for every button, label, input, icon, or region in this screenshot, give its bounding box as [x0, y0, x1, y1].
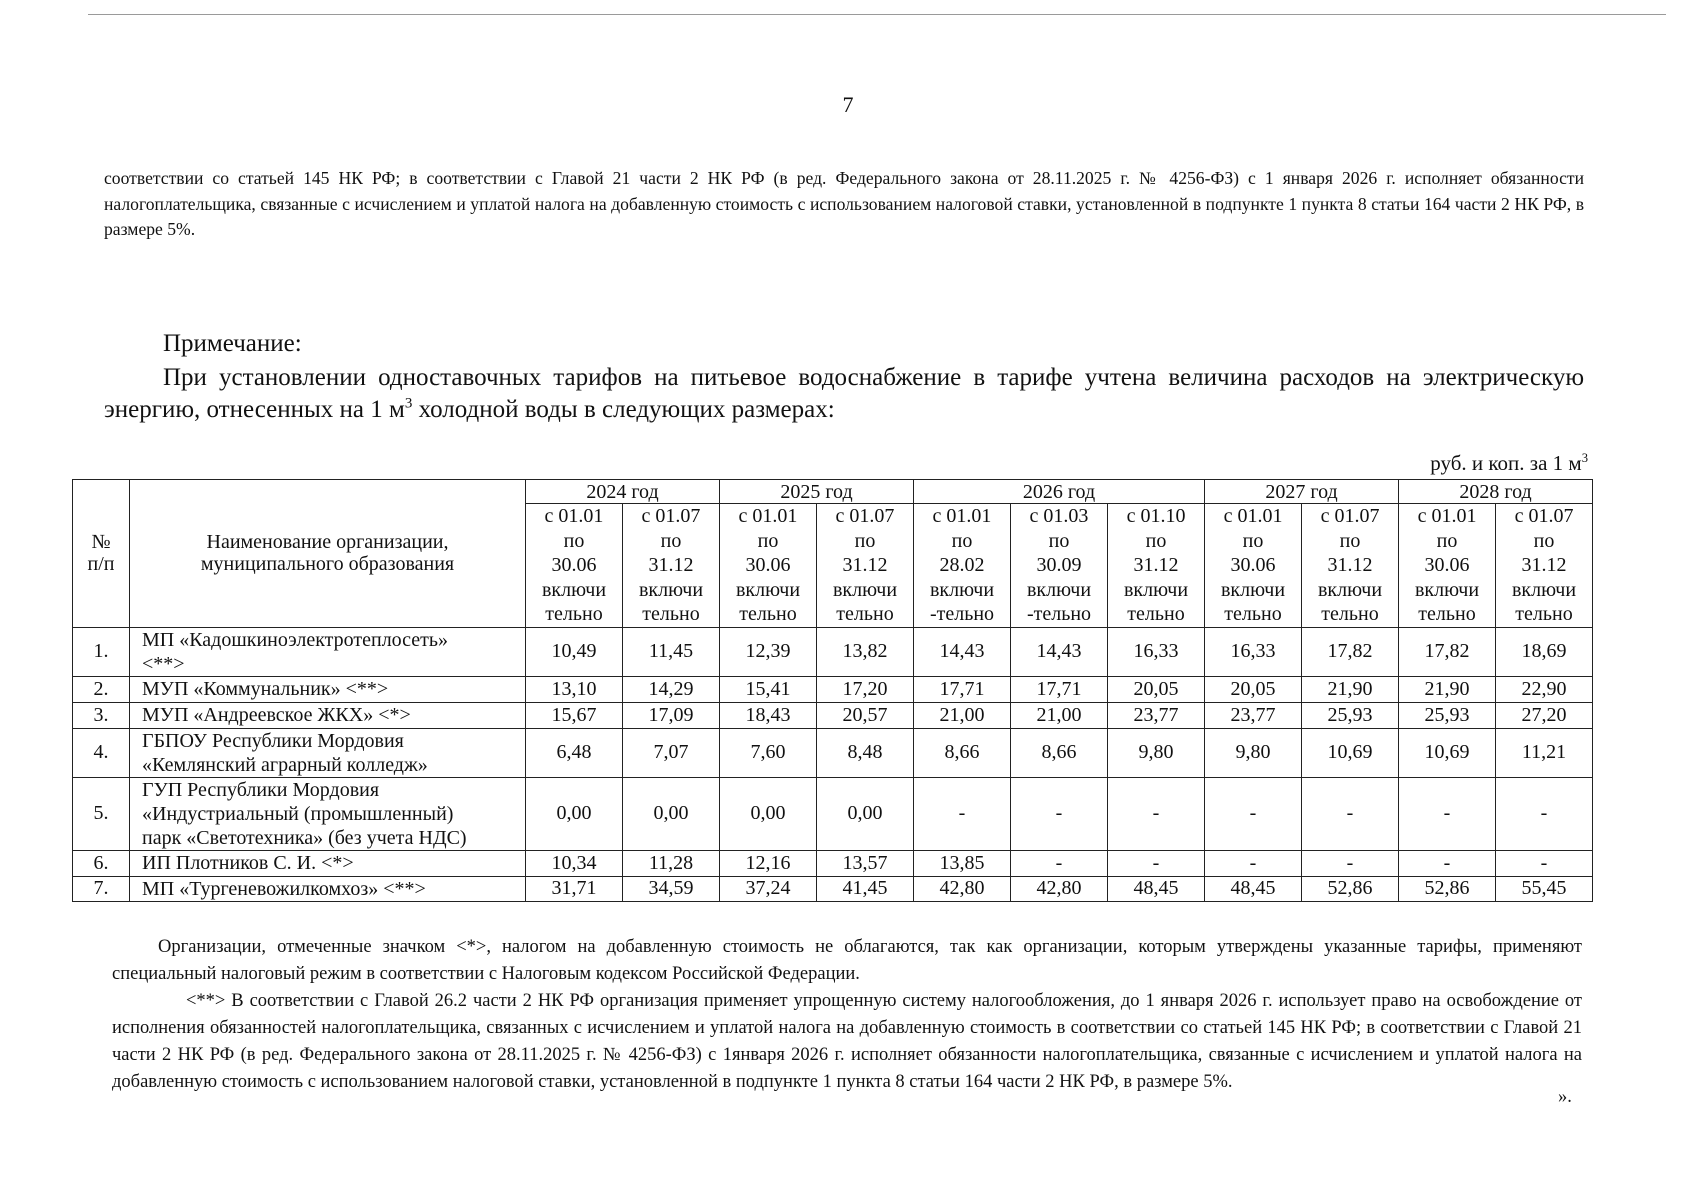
top-rule — [88, 14, 1666, 15]
table-row — [73, 627, 1593, 676]
tariff-value: 9,80 — [1108, 728, 1205, 777]
tariff-value: 10,69 — [1302, 728, 1399, 777]
tariff-value: - — [1108, 777, 1205, 850]
tariff-value: 23,77 — [1108, 702, 1205, 728]
tariff-value: - — [914, 777, 1011, 850]
period-header-line: по — [1339, 529, 1361, 552]
period-header-line: с 01.01 — [738, 505, 798, 527]
organization-name-line: ГБПОУ Республики Мордовия — [142, 729, 404, 752]
table-row — [73, 702, 1593, 728]
note-text-part2: холодной воды в следующих размерах: — [412, 396, 835, 423]
period-header — [1205, 504, 1302, 628]
tariff-value: 0,00 — [720, 777, 817, 850]
period-header-line: по — [951, 529, 973, 552]
period-header-line: с 01.01 — [1223, 505, 1283, 527]
note-text-sup: 3 — [404, 395, 413, 412]
period-header-line: 31.12 — [1327, 554, 1373, 577]
row-number: 5. — [73, 777, 130, 850]
period-header-line: включи — [1511, 578, 1577, 601]
period-header-line: по — [1533, 529, 1555, 552]
tariff-value: 16,33 — [1205, 627, 1302, 676]
period-header-line: -тельно — [929, 603, 995, 626]
organization-name-line: <**> — [142, 652, 185, 675]
period-header-line: тельно — [1224, 603, 1282, 626]
organization-name — [130, 627, 526, 676]
units-text: руб. и коп. за 1 м — [1430, 451, 1582, 475]
tariff-value: 0,00 — [526, 777, 623, 850]
period-header-line: 28.02 — [939, 554, 985, 577]
period-header-line: 30.06 — [1230, 554, 1276, 577]
period-header — [720, 504, 817, 628]
period-header-line: по — [660, 529, 682, 552]
tariff-value: 41,45 — [817, 876, 914, 901]
tariff-value: - — [1496, 850, 1593, 876]
tariff-value: 13,10 — [526, 676, 623, 702]
period-header-line: включи — [638, 578, 704, 601]
table-row — [73, 728, 1593, 777]
period-header-line: по — [1436, 529, 1458, 552]
organization-name-line: МП «Кадошкиноэлектротеплосеть» — [142, 628, 449, 651]
tariff-value: 55,45 — [1496, 876, 1593, 901]
period-header-line: включи — [1026, 578, 1092, 601]
period-header-line: 30.06 — [745, 554, 791, 577]
period-header — [914, 504, 1011, 628]
note-text-part1: При установлении одноставочных тарифов на питьевое водоснабжение в тарифе учтена величина расходов на электрическую энергию, отнесенных на 1 м — [104, 364, 1584, 423]
row-number: 6. — [73, 850, 130, 876]
year-header: 2024 год — [526, 480, 720, 504]
tariff-value: - — [1302, 777, 1399, 850]
tariff-value: 21,90 — [1302, 676, 1399, 702]
tariff-value: 25,93 — [1399, 702, 1496, 728]
year-header: 2025 год — [720, 480, 914, 504]
organization-name-line: «Индустриальный (промышленный) — [142, 802, 454, 825]
tariff-value: 14,29 — [623, 676, 720, 702]
tariff-value: 42,80 — [1011, 876, 1108, 901]
tariff-table-body — [73, 627, 1593, 901]
period-header-line: включи — [735, 578, 801, 601]
tariff-value: - — [1011, 850, 1108, 876]
year-header: 2028 год — [1399, 480, 1593, 504]
tariff-value: 8,48 — [817, 728, 914, 777]
footnote-vat-exempt: Организации, отмеченные значком <*>, налогом на добавленную стоимость не облагаются, так как организации, которым утверждены указанные тарифы, применяют специальный налоговый режим в соответствии с Налоговым кодексом Российской Федерации. — [112, 937, 1582, 984]
tariff-value: 14,43 — [1011, 627, 1108, 676]
period-header-line: тельно — [1321, 603, 1379, 626]
tariff-value: - — [1205, 777, 1302, 850]
tariff-value: 13,85 — [914, 850, 1011, 876]
organization-name-line: «Кемлянский аграрный колледж» — [142, 753, 428, 776]
tariff-value: 21,00 — [914, 702, 1011, 728]
row-number: 3. — [73, 702, 130, 728]
period-header-line: тельно — [1418, 603, 1476, 626]
row-number: 4. — [73, 728, 130, 777]
period-header-line: тельно — [739, 603, 797, 626]
col-header-name — [130, 480, 526, 628]
tariff-value: 20,05 — [1108, 676, 1205, 702]
organization-name-line: парк «Светотехника» (без учета НДС) — [142, 826, 467, 849]
period-header-line: включи — [1123, 578, 1189, 601]
year-header-row — [73, 480, 1593, 504]
period-header-line: тельно — [1515, 603, 1573, 626]
organization-name — [130, 728, 526, 777]
row-number: 2. — [73, 676, 130, 702]
note-title: Примечание: — [163, 330, 302, 357]
tariff-value: 18,69 — [1496, 627, 1593, 676]
organization-name — [130, 777, 526, 850]
period-header-line: по — [1048, 529, 1070, 552]
period-header-line: -тельно — [1026, 603, 1092, 626]
tariff-value: 7,07 — [623, 728, 720, 777]
tariff-value: - — [1302, 850, 1399, 876]
tariff-value: 34,59 — [623, 876, 720, 901]
period-header-line: с 01.07 — [641, 505, 701, 527]
tariff-value: 12,39 — [720, 627, 817, 676]
row-number: 7. — [73, 876, 130, 901]
period-header-line: тельно — [1127, 603, 1185, 626]
tariff-value: 22,90 — [1496, 676, 1593, 702]
tariff-value: 10,34 — [526, 850, 623, 876]
page-number: 7 — [842, 92, 854, 117]
period-header-line: по — [1242, 529, 1264, 552]
tariff-value: 18,43 — [720, 702, 817, 728]
tariff-value: - — [1108, 850, 1205, 876]
tariff-value: 52,86 — [1399, 876, 1496, 901]
units-sup: 3 — [1581, 451, 1588, 465]
period-header-line: 30.06 — [551, 554, 597, 577]
tariff-value: 10,69 — [1399, 728, 1496, 777]
tariff-value: 31,71 — [526, 876, 623, 901]
period-header — [1399, 504, 1496, 628]
period-header-line: включи — [1414, 578, 1480, 601]
period-header — [1496, 504, 1593, 628]
col-header-number-line: п/п — [87, 553, 115, 576]
period-header-line: тельно — [836, 603, 894, 626]
tariff-value: 17,09 — [623, 702, 720, 728]
tariff-value: 52,86 — [1302, 876, 1399, 901]
tariff-value: 23,77 — [1205, 702, 1302, 728]
tariff-value: 17,82 — [1399, 627, 1496, 676]
tariff-value: - — [1399, 777, 1496, 850]
tariff-value: 16,33 — [1108, 627, 1205, 676]
tariff-value: - — [1399, 850, 1496, 876]
organization-name-line: МП «Тургеневожилкомхоз» <**> — [142, 877, 426, 900]
tariff-table — [72, 479, 1593, 902]
table-row — [73, 676, 1593, 702]
note-text — [104, 362, 1584, 426]
table-row — [73, 777, 1593, 850]
period-header-line: с 01.07 — [835, 505, 895, 527]
table-row — [73, 850, 1593, 876]
organization-name — [130, 850, 526, 876]
period-header — [1302, 504, 1399, 628]
period-header-line: по — [1145, 529, 1167, 552]
tariff-value: 12,16 — [720, 850, 817, 876]
row-number: 1. — [73, 627, 130, 676]
tariff-value: 11,28 — [623, 850, 720, 876]
period-header-line: 31.12 — [648, 554, 694, 577]
organization-name-line: МУП «Андреевское ЖКХ» <*> — [142, 704, 411, 727]
tariff-value: 42,80 — [914, 876, 1011, 901]
tariff-value: 8,66 — [1011, 728, 1108, 777]
year-header: 2026 год — [914, 480, 1205, 504]
tariff-value: 7,60 — [720, 728, 817, 777]
tariff-value: 27,20 — [1496, 702, 1593, 728]
tariff-value: 17,71 — [914, 676, 1011, 702]
tariff-value: 8,66 — [914, 728, 1011, 777]
period-header-line: 31.12 — [1521, 554, 1567, 577]
tariff-value: 15,41 — [720, 676, 817, 702]
period-header-line: с 01.07 — [1320, 505, 1380, 527]
organization-name — [130, 876, 526, 901]
period-header-line: тельно — [642, 603, 700, 626]
organization-name-line: ИП Плотников С. И. <*> — [142, 852, 354, 875]
tariff-value: 13,82 — [817, 627, 914, 676]
table-row — [73, 876, 1593, 901]
tariff-value: 21,00 — [1011, 702, 1108, 728]
tariff-value: 20,05 — [1205, 676, 1302, 702]
tariff-value: 0,00 — [623, 777, 720, 850]
period-header-line: 31.12 — [842, 554, 888, 577]
period-header — [1108, 504, 1205, 628]
col-header-number-line: № — [91, 531, 111, 554]
tariff-value: 37,24 — [720, 876, 817, 901]
continuation-paragraph: соответствии со статьей 145 НК РФ; в соответствии с Главой 21 части 2 НК РФ (в ред. Федерального закона от 28.11.2025 г. № 4256-ФЗ) с 1 января 2026 г. исполняет обязанности налогоплательщика, связанные с исчислением и уплатой налога на добавленную стоимость с использованием налоговой ставки, установленной в подпункте 1 пункта 8 статьи 164 части 2 НК РФ, в размере 5%. — [104, 168, 1584, 239]
col-header-name-line: Наименование организации, — [206, 531, 449, 554]
organization-name-line: МУП «Коммунальник» <**> — [142, 678, 389, 701]
period-header-line: включи — [1317, 578, 1383, 601]
organization-name — [130, 702, 526, 728]
tariff-value: 15,67 — [526, 702, 623, 728]
tariff-value: - — [1496, 777, 1593, 850]
period-header — [623, 504, 720, 628]
tariff-value: 10,49 — [526, 627, 623, 676]
period-header — [526, 504, 623, 628]
period-header-line: 30.06 — [1424, 554, 1470, 577]
tariff-value: 48,45 — [1205, 876, 1302, 901]
period-header-line: с 01.03 — [1029, 505, 1089, 527]
period-header-line: с 01.01 — [932, 505, 992, 527]
tariff-value: 17,20 — [817, 676, 914, 702]
period-header-line: 30.09 — [1036, 554, 1082, 577]
tariff-value: 13,57 — [817, 850, 914, 876]
period-header-line: включи — [929, 578, 995, 601]
period-header-line: с 01.01 — [1417, 505, 1477, 527]
tariff-value: 11,21 — [1496, 728, 1593, 777]
tariff-value: - — [1011, 777, 1108, 850]
period-header-line: 31.12 — [1133, 554, 1179, 577]
period-header-line: с 01.07 — [1514, 505, 1574, 527]
tariff-value: 17,82 — [1302, 627, 1399, 676]
period-header-line: с 01.10 — [1126, 505, 1186, 527]
year-header: 2027 год — [1205, 480, 1399, 504]
period-header — [1011, 504, 1108, 628]
period-header-line: включи — [832, 578, 898, 601]
organization-name-line: ГУП Республики Мордовия — [142, 778, 380, 801]
period-header-line: с 01.01 — [544, 505, 604, 527]
period-header-line: тельно — [545, 603, 603, 626]
tariff-value: 14,43 — [914, 627, 1011, 676]
units-label — [1430, 451, 1588, 476]
tariff-value: - — [1205, 850, 1302, 876]
tariff-value: 48,45 — [1108, 876, 1205, 901]
period-header-line: включи — [541, 578, 607, 601]
col-header-number — [73, 480, 130, 628]
tariff-value: 6,48 — [526, 728, 623, 777]
closing-quote: ». — [1558, 1087, 1572, 1107]
period-header — [817, 504, 914, 628]
tariff-value: 17,71 — [1011, 676, 1108, 702]
tariff-value: 25,93 — [1302, 702, 1399, 728]
col-header-name-line: муниципального образования — [200, 553, 455, 576]
tariff-value: 11,45 — [623, 627, 720, 676]
period-header-line: по — [854, 529, 876, 552]
period-header-line: по — [757, 529, 779, 552]
organization-name — [130, 676, 526, 702]
footnote-simplified-tax: <**> В соответствии с Главой 26.2 части 2 НК РФ организация применяет упрощенную систему налогообложения, до 1 января 2026 г. использует право на освобождение от исполнения обязанностей налогоплательщика, связанных с исчислением и уплатой налога на добавленную стоимость в соответствии со статьей 145 НК РФ; в соответствии с Главой 21 части 2 НК РФ (в ред. Федерального закона от 28.11.2025 г. № 4256-ФЗ) с 1января 2026 г. исполняет обязанности налогоплательщика, связанные с исчислением и уплатой налога на добавленную стоимость с использованием налоговой ставки, установленной в подпункте 1 пункта 8 статьи 164 части 2 НК РФ, в размере 5%. — [112, 991, 1582, 1092]
period-header-line: включи — [1220, 578, 1286, 601]
tariff-value: 9,80 — [1205, 728, 1302, 777]
tariff-value: 20,57 — [817, 702, 914, 728]
period-header-line: по — [563, 529, 585, 552]
tariff-value: 21,90 — [1399, 676, 1496, 702]
tariff-value: 0,00 — [817, 777, 914, 850]
